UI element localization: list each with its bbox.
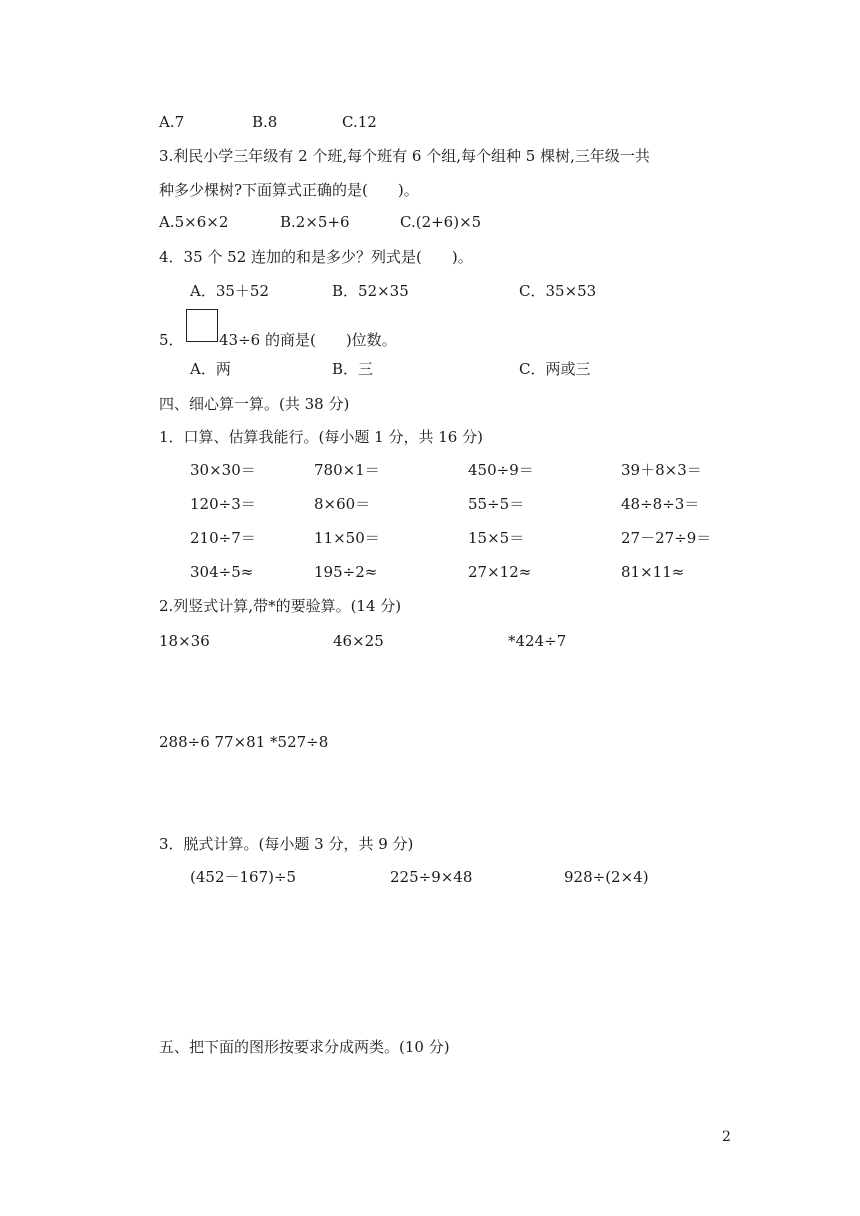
section4-title: 四、细心算一算。(共 38 分) [159, 395, 350, 413]
oral-calc-item: 30×30＝ [190, 461, 256, 479]
q5-question: 43÷6 的商是( )位数。 [219, 331, 397, 349]
oral-calc-item: 210÷7＝ [190, 529, 256, 547]
vertical-calc-item: 46×25 [333, 632, 384, 650]
q4-option-a: A．35＋52 [190, 282, 270, 300]
estimate-item: 81×11≈ [621, 563, 685, 581]
q3-option-b: B.2×5+6 [280, 213, 350, 231]
q3-line1: 3.利民小学三年级有 2 个班,每个班有 6 个组,每个组种 5 棵树,三年级一共 [159, 147, 650, 165]
oral-calc-item: 8×60＝ [314, 495, 371, 513]
oral-calc-item: 27－27÷9＝ [621, 529, 712, 547]
stepwise-calc-item: (452－167)÷5 [190, 868, 297, 886]
oral-calc-item: 120÷3＝ [190, 495, 256, 513]
q5-option-b: B．三 [332, 360, 374, 378]
q5-option-a: A．两 [190, 360, 231, 378]
answer-blank-box[interactable] [186, 309, 218, 342]
stepwise-calc-item: 928÷(2×4) [564, 868, 649, 886]
page-number: 2 [722, 1129, 731, 1145]
q2-option-c: C.12 [342, 113, 377, 131]
part2-title: 2.列竖式计算,带*的要验算。(14 分) [159, 597, 402, 615]
q3-option-a: A.5×6×2 [159, 213, 229, 231]
q4-question: 4．35 个 52 连加的和是多少？列式是( )。 [159, 248, 473, 266]
section5-title: 五、把下面的图形按要求分成两类。(10 分) [159, 1038, 450, 1056]
q5-number: 5． [159, 331, 184, 349]
estimate-item: 195÷2≈ [314, 563, 378, 581]
estimate-item: 27×12≈ [468, 563, 532, 581]
vertical-calc-row2: 288÷6 77×81 *527÷8 [159, 733, 329, 751]
oral-calc-item: 780×1＝ [314, 461, 380, 479]
oral-calc-item: 55÷5＝ [468, 495, 525, 513]
q4-option-b: B．52×35 [332, 282, 409, 300]
q3-line2: 种多少棵树?下面算式正确的是( )。 [159, 181, 419, 199]
oral-calc-item: 39＋8×3＝ [621, 461, 702, 479]
vertical-calc-item: 18×36 [159, 632, 210, 650]
q4-option-c: C．35×53 [519, 282, 597, 300]
vertical-calc-item: *424÷7 [508, 632, 567, 650]
q2-option-b: B.8 [252, 113, 278, 131]
stepwise-calc-item: 225÷9×48 [390, 868, 473, 886]
part1-title: 1．口算、估算我能行。(每小题 1 分，共 16 分) [159, 428, 483, 446]
q2-option-a: A.7 [159, 113, 185, 131]
oral-calc-item: 15×5＝ [468, 529, 525, 547]
q5-option-c: C．两或三 [519, 360, 591, 378]
oral-calc-item: 48÷8÷3＝ [621, 495, 700, 513]
part3-title: 3．脱式计算。(每小题 3 分，共 9 分) [159, 835, 414, 853]
estimate-item: 304÷5≈ [190, 563, 254, 581]
oral-calc-item: 450÷9＝ [468, 461, 534, 479]
q3-option-c: C.(2+6)×5 [400, 213, 482, 231]
oral-calc-item: 11×50＝ [314, 529, 380, 547]
